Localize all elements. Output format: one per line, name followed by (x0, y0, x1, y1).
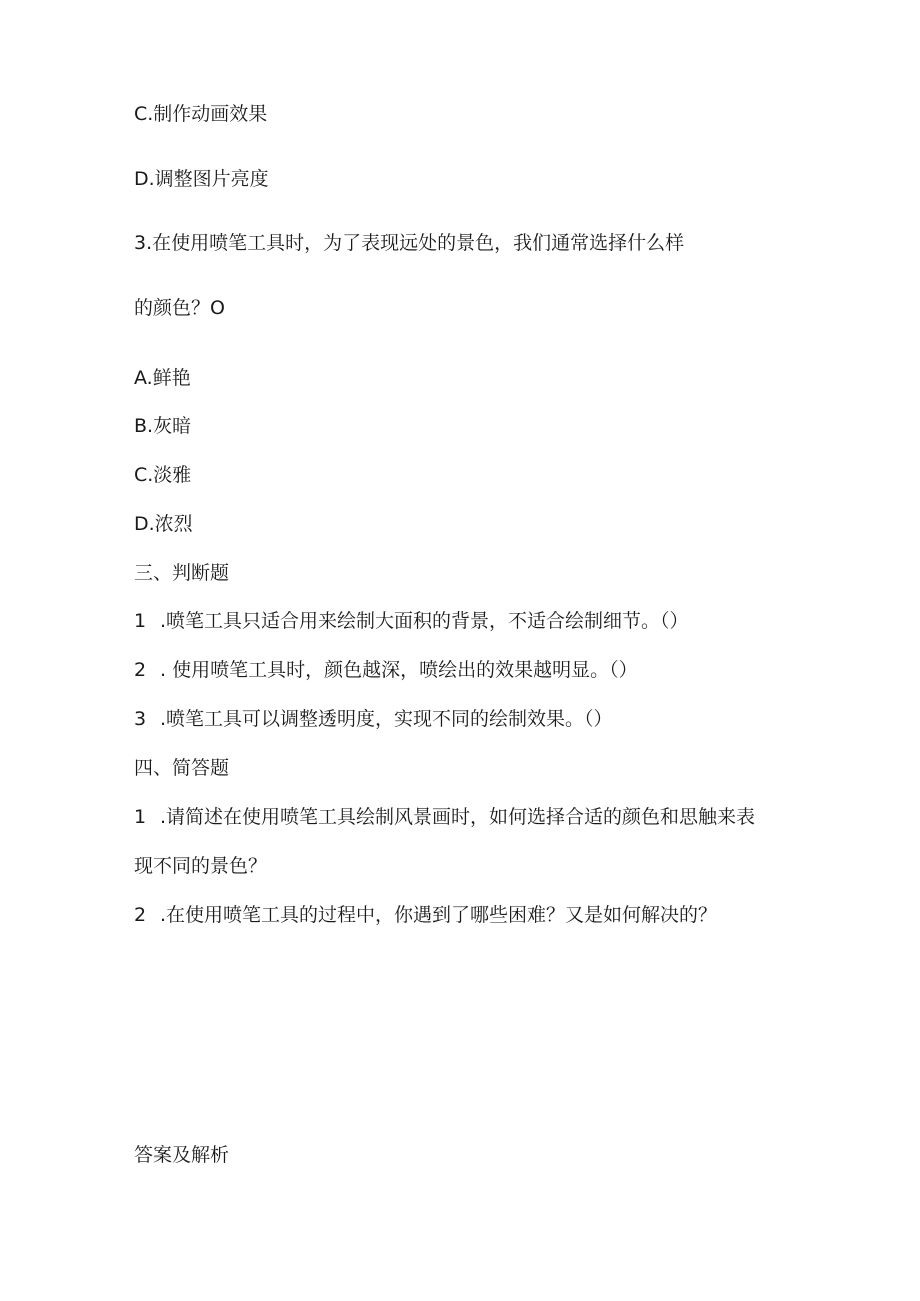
item-number: 1 (134, 806, 147, 828)
true-false-item-1 (134, 608, 689, 634)
answers-heading: 答案及解析 (134, 1144, 230, 1166)
item-number: 1 (134, 610, 147, 632)
option-c: C.制作动画效果 (134, 103, 268, 125)
question-3-stem-line1: 3.在使用喷笔工具时，为了表现远处的景色，我们通常选择什么样 (134, 232, 685, 254)
option-d: D.调整图片亮度 (134, 168, 269, 190)
true-false-item-3 (134, 706, 613, 732)
true-false-item-2 (134, 657, 638, 683)
q3-option-b: B.灰暗 (134, 415, 192, 437)
q3-option-d: D.浓烈 (134, 513, 193, 535)
short-answer-item-1 (134, 804, 755, 830)
item-text: .喷笔工具可以调整透明度，实现不同的绘制效果。（） (160, 708, 613, 730)
q3-option-a: A.鲜艳 (134, 367, 191, 389)
item-number: 2 (134, 904, 147, 926)
item-text: .在使用喷笔工具的过程中，你遇到了哪些困难？又是如何解决的？ (160, 904, 718, 926)
section-heading-true-false: 三、判断题 (134, 562, 230, 584)
short-answer-item-1-cont: 现不同的景色？ (134, 855, 268, 877)
item-number: 3 (134, 708, 147, 730)
item-text: .喷笔工具只适合用来绘制大面积的背景，不适合绘制细节。（） (160, 610, 689, 632)
item-text: . 使用喷笔工具时，颜色越深，喷绘出的效果越明显。（） (160, 659, 638, 681)
section-heading-short-answer: 四、简答题 (134, 757, 230, 779)
q3-option-c: C.淡雅 (134, 464, 192, 486)
item-number: 2 (134, 659, 147, 681)
short-answer-item-2 (134, 902, 717, 928)
question-3-stem-line2: 的颜色？O (134, 297, 225, 319)
item-text: .请简述在使用喷笔工具绘制风景画时，如何选择合适的颜色和思触来表 (160, 806, 756, 828)
